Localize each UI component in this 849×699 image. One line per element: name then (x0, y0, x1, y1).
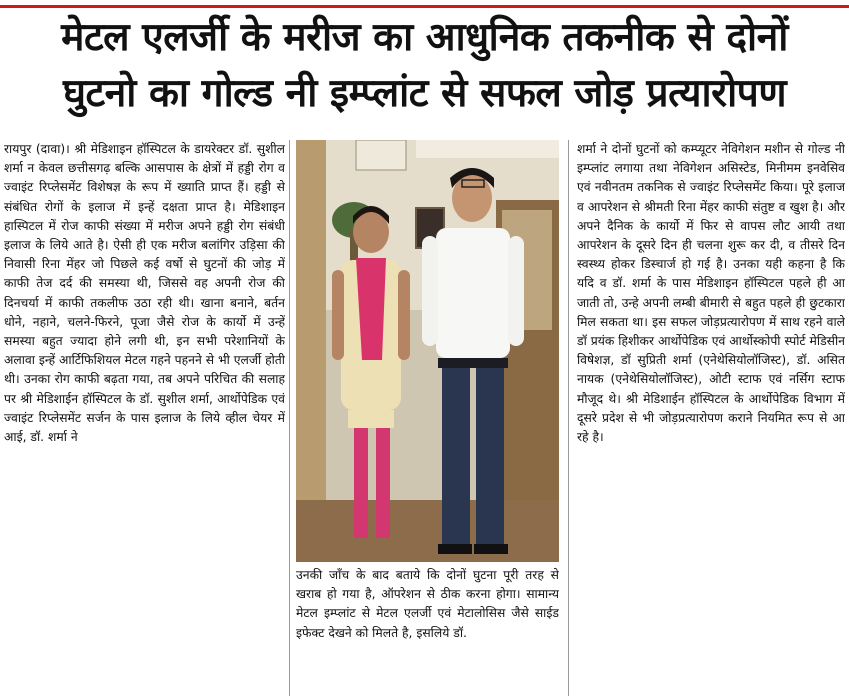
column-divider-left (289, 140, 290, 696)
column-divider-right (568, 140, 569, 696)
photo-illustration (296, 140, 559, 562)
article-column-middle (296, 566, 559, 696)
article-column-right (577, 140, 845, 696)
article-text-left: रायपुर (दावा)। श्री मेडिशाइन हॉस्पिटल के डायरेक्टर डॉ. सुशील शर्मा न केवल छत्तीसगढ़ बल्कि आसपास के क्षेत्रों में हड्डी रोग व ज्वाइंट रिप्लेसमेंट विशेषज्ञ के रूप में ख्याति प्राप्त हैं। हड्डी से संबंधित रोगों के इलाज में इन्हें दक्षता प्राप्त है। मेडिशाइन हास्पिटल में रोज काफी संख्या में मरीज अपने हड्डी रोग संबंधी इलाज के लिये आते है। ऐसी ही एक मरीज बलांगिर उड़िसा की निवासी रिना मेंहर जो पिछले कई वर्षो से घुटनों की जोड़ में काफी तेज दर्द की समस्या थी, जिससे वह अपनी रोज की दिनचर्या में काफी तकलीफ उठा रही थी। खाना बनाने, बर्तन धोने, नहाने, चलने-फिरने, पूजा जैसे रोज के कार्यो में उन्हें समस्या बहुत ज्यादा होने लगी थी, इन सभी परेशानियों के अलावा इन्हें आर्टिफिशियल मेटल गहने पहनने से भी एलर्जी होती थी। उनका रोग काफी बढ़ता गया, तब अपने परिचित की सलाह पर श्री मेडिशाईन हॉस्पिटल के डॉ. सुशील शर्मा, आर्थोपेडिक एवं ज्वाइंट रिप्लेसमेंट सर्जन के पास इलाज के लिये व्हील चेयर में आई, डॉ. शर्मा ने (4, 142, 285, 445)
article-text-middle: उनकी जाँच के बाद बताये कि दोनों घुटना पूरी तरह से खराब हो गया है, ऑपरेशन से ठीक करना होगा। सामान्य मेटल इम्प्लांट से मेटल एलर्जी एवं मेटालोसिस जैसे साईड इफेक्ट देखने को मिलते है, इसलिये डॉ. (296, 568, 559, 640)
article-photo (296, 140, 559, 562)
article-text-right: शर्मा ने दोनों घुटनों को कम्प्यूटर नेविगेशन मशीन से गोल्ड नी इम्प्लांट लगाया तथा नेविगेशन असिस्टेड, मिनीमम इनवेसिव एवं नवीनतम तकनिक से ज्वाइंट रिप्लेसमेंट किया। पूरे इलाज व आपरेशन से श्रीमती रिना मेंहर काफी संतुष्ट व खुश है। और अपने दैनिक के कार्यो में फिर से वापस लौट आयी तथा आपरेशन के दूसरे दिन ही चलना शुरू कर दी, व तीसरे दिन स्वस्थ्य होकर डिस्चार्ज हो गई है। उनका यही कहना है कि यदि व डॉ. शर्मा के पास मेडिशाइन हॉस्पिटल पहले ही आ जाती तो, उन्हे अपनी लम्बी बीमारी से बहुत पहले ही छुटकारा मिल सकता था। इस सफल जोड़प्रत्यारोपण में साथ रहने वाले डॉ प्रयंक हिशीकर आर्थोपेडिक एवं आर्थोस्कोपी स्पोर्ट मेडिसीन विषेशज्ञ, डॉ सुप्रिती शर्मा (एनेथेसियोलॉजिस्ट), डॉ. असित नायक (एनेथेसियोलॉजिस्ट), ओटी स्टाफ एवं नर्सिग स्टाफ मौजूद थे। श्री मेडिशाईन हॉस्पिटल के आर्थोपेडिक विभाग में दूसरे प्रदेश से भी जोड़प्रत्यारोपण कराने नियमित रूप से आ रहे है। (577, 142, 845, 445)
headline-line-1: मेटल एलर्जी के मरीज का आधुनिक तकनीक से दोनों (61, 15, 788, 60)
top-red-rule (0, 0, 849, 8)
article-column-left (4, 140, 285, 696)
headline-line-2: घुटनो का गोल्ड नी इम्प्लांट से सफल जोड़ प्रत्यारोपण (62, 71, 787, 116)
